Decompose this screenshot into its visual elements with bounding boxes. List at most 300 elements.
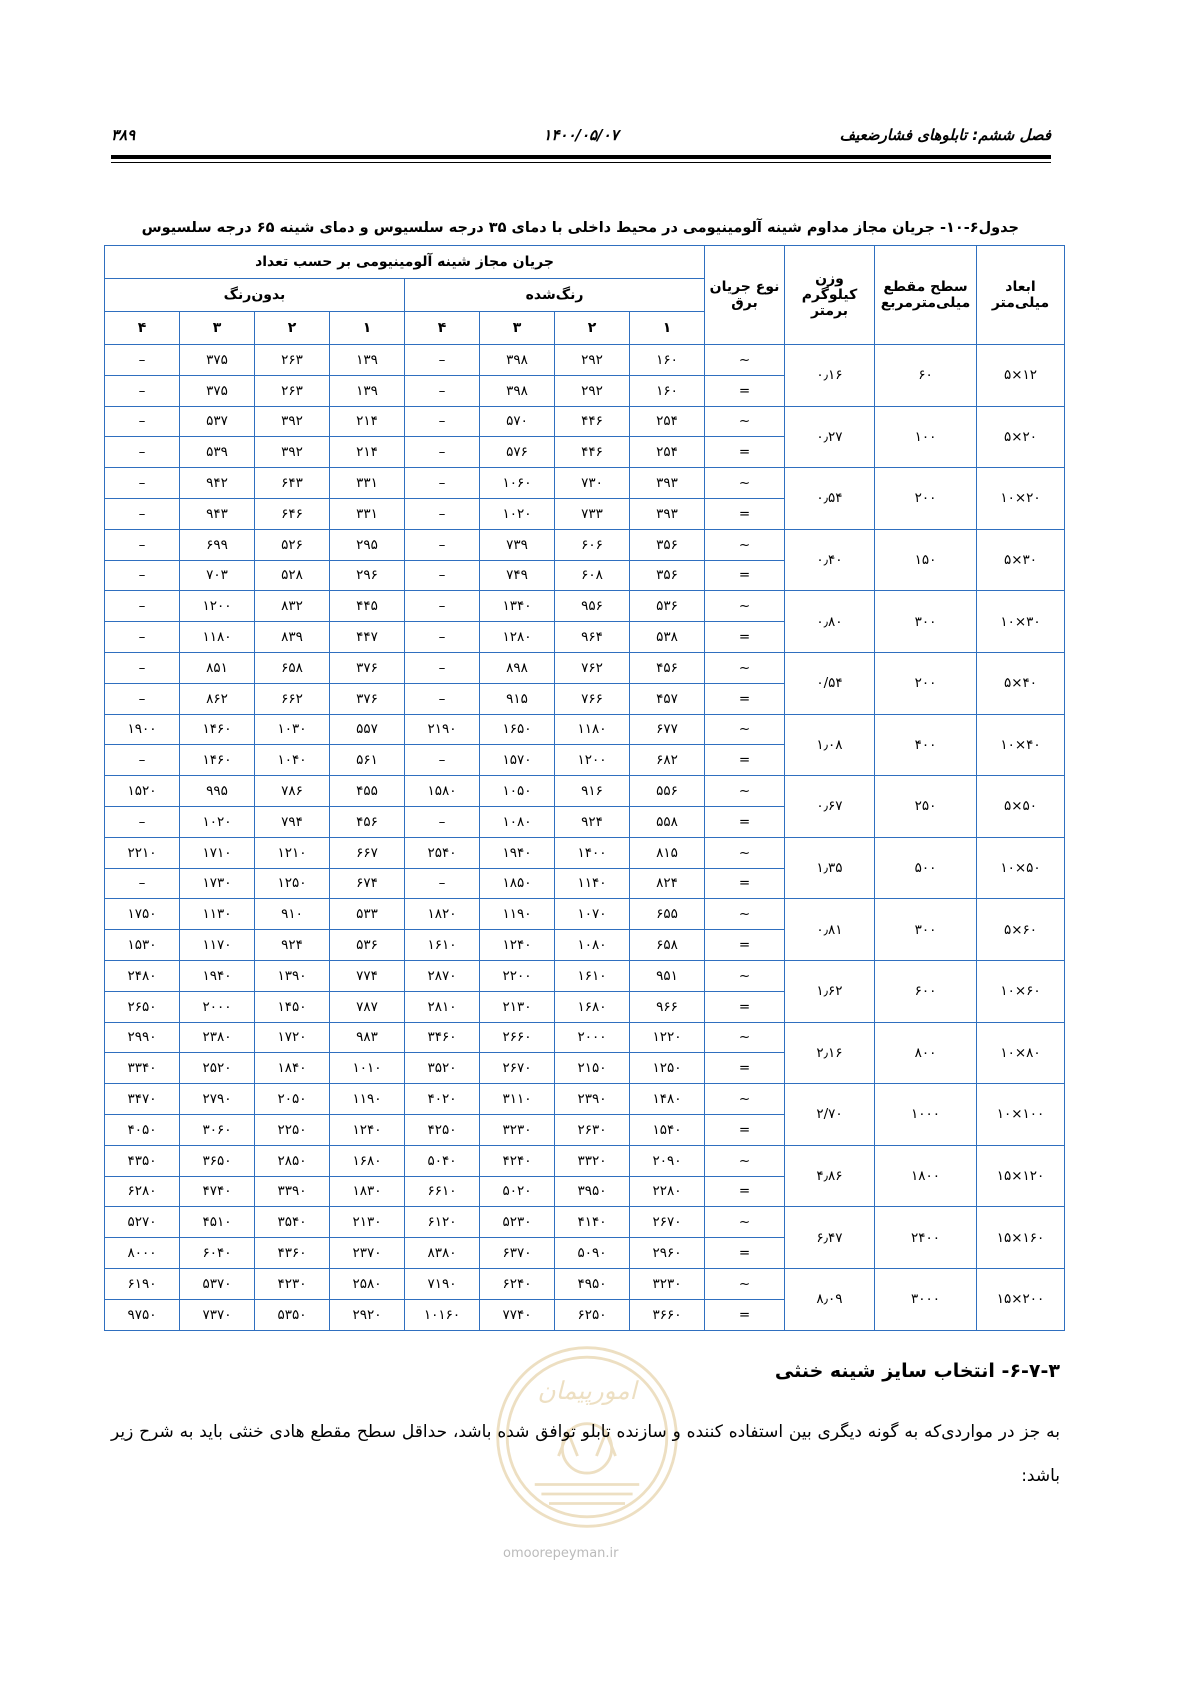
painted-value-cell: ۸۲۴	[630, 868, 705, 899]
painted-value-cell: ۳۹۵۰	[555, 1176, 630, 1207]
dimension-cell: ۱۲×۵	[977, 345, 1065, 407]
painted-value-cell: ۳۱۱۰	[480, 1084, 555, 1115]
unpainted-value-cell: ۲۳۷۰	[330, 1238, 405, 1269]
painted-value-cell: –	[405, 375, 480, 406]
unpainted-value-cell: ۵۲۷۰	[105, 1207, 180, 1238]
painted-value-cell: ۶۱۲۰	[405, 1207, 480, 1238]
weight-cell: ۰٫۶۷	[785, 776, 875, 838]
area-cell: ۴۰۰	[875, 714, 977, 776]
unpainted-value-cell: ۶۶۲	[255, 683, 330, 714]
header-rule-thin	[111, 162, 1051, 163]
unpainted-value-cell: ۴۵۶	[330, 806, 405, 837]
painted-value-cell: ۶۰۸	[555, 560, 630, 591]
painted-value-cell: –	[405, 468, 480, 499]
unpainted-value-cell: ۴۰۵۰	[105, 1114, 180, 1145]
table-row	[105, 960, 1065, 991]
header-unpainted: بدون‌رنگ	[105, 279, 405, 312]
painted-value-cell: ۷۶۶	[555, 683, 630, 714]
painted-value-cell: ۸۳۸۰	[405, 1238, 480, 1269]
weight-cell: ۱٫۰۸	[785, 714, 875, 776]
painted-value-cell: ۴۴۶	[555, 406, 630, 437]
unpainted-value-cell: ۳۴۷۰	[105, 1084, 180, 1115]
painted-value-cell: ۱۸۵۰	[480, 868, 555, 899]
painted-value-cell: ۵۲۳۰	[480, 1207, 555, 1238]
area-cell: ۸۰۰	[875, 1022, 977, 1084]
area-cell: ۱۰۰	[875, 406, 977, 468]
unpainted-value-cell: ۷۷۴	[330, 960, 405, 991]
painted-value-cell: –	[405, 529, 480, 560]
unpainted-value-cell: ۱۰۴۰	[255, 745, 330, 776]
current-type-cell: ~	[705, 406, 785, 437]
painted-value-cell: ۱۰۶۰	[480, 468, 555, 499]
current-type-cell: ~	[705, 837, 785, 868]
painted-value-cell: ۲۵۴۰	[405, 837, 480, 868]
unpainted-value-cell: ۴۲۳۰	[255, 1268, 330, 1299]
unpainted-value-cell: ۲۵۲۰	[180, 1053, 255, 1084]
current-type-cell: =	[705, 683, 785, 714]
painted-value-cell: ۱۶۱۰	[555, 960, 630, 991]
painted-value-cell: ۲۶۷۰	[630, 1207, 705, 1238]
unpainted-value-cell: ۳۵۴۰	[255, 1207, 330, 1238]
unpainted-value-cell: ۵۶۱	[330, 745, 405, 776]
header-weight: وزن کیلوگرم برمتر	[785, 246, 875, 345]
area-cell: ۱۸۰۰	[875, 1145, 977, 1207]
unpainted-value-cell: ۱۳۹۰	[255, 960, 330, 991]
unpainted-value-cell: ۵۵۷	[330, 714, 405, 745]
unpainted-value-cell: ۱۰۳۰	[255, 714, 330, 745]
table-row	[105, 406, 1065, 437]
dimension-cell: ۶۰×۵	[977, 899, 1065, 961]
painted-value-cell: ۳۲۳۰	[480, 1114, 555, 1145]
painted-value-cell: ۱۲۵۰	[630, 1053, 705, 1084]
current-type-cell: ~	[705, 1268, 785, 1299]
unpainted-value-cell: ۹۸۳	[330, 1022, 405, 1053]
current-type-cell: =	[705, 1176, 785, 1207]
painted-value-cell: ۲۱۳۰	[480, 991, 555, 1022]
area-cell: ۲۵۰	[875, 776, 977, 838]
table-row	[105, 591, 1065, 622]
unpainted-value-cell: –	[105, 345, 180, 376]
unpainted-value-cell: ۳۷۶	[330, 683, 405, 714]
unpainted-value-cell: ۱۴۵۰	[255, 991, 330, 1022]
unpainted-value-cell: ۳۳۱	[330, 468, 405, 499]
unpainted-value-cell: –	[105, 806, 180, 837]
unpainted-value-cell: ۲۱۴	[330, 406, 405, 437]
table-row	[105, 1084, 1065, 1115]
unpainted-value-cell: ۱۱۷۰	[180, 930, 255, 961]
unpainted-value-cell: ۳۳۹۰	[255, 1176, 330, 1207]
unpainted-value-cell: ۶۵۸	[255, 652, 330, 683]
dimension-cell: ۱۲۰×۱۵	[977, 1145, 1065, 1207]
unpainted-value-cell: ۲۶۳	[255, 345, 330, 376]
header-allowed-current: جریان مجاز شینه آلومینیومی بر حسب تعداد	[105, 246, 705, 279]
painted-value-cell: –	[405, 868, 480, 899]
unpainted-value-cell: ۱۲۱۰	[255, 837, 330, 868]
weight-cell: ۰٫۸۱	[785, 899, 875, 961]
painted-value-cell: ۱۹۴۰	[480, 837, 555, 868]
header-count: ۲	[555, 312, 630, 345]
area-cell: ۵۰۰	[875, 837, 977, 899]
painted-value-cell: ۵۳۸	[630, 622, 705, 653]
unpainted-value-cell: ۹۲۴	[255, 930, 330, 961]
unpainted-value-cell: ۱۶۸۰	[330, 1145, 405, 1176]
painted-value-cell: ۲۸۱۰	[405, 991, 480, 1022]
painted-value-cell: ۶۳۷۰	[480, 1238, 555, 1269]
painted-value-cell: ۸۹۸	[480, 652, 555, 683]
header-count: ۳	[480, 312, 555, 345]
painted-value-cell: ۵۰۲۰	[480, 1176, 555, 1207]
painted-value-cell: ۹۵۱	[630, 960, 705, 991]
painted-value-cell: ۳۶۶۰	[630, 1299, 705, 1330]
painted-value-cell: ۹۲۴	[555, 806, 630, 837]
unpainted-value-cell: ۳۳۴۰	[105, 1053, 180, 1084]
current-type-cell: =	[705, 806, 785, 837]
painted-value-cell: –	[405, 622, 480, 653]
painted-value-cell: ۱۵۸۰	[405, 776, 480, 807]
unpainted-value-cell: ۲۰۵۰	[255, 1084, 330, 1115]
painted-value-cell: ۱۶۰	[630, 345, 705, 376]
unpainted-value-cell: ۶۰۴۰	[180, 1238, 255, 1269]
painted-value-cell: ۱۸۲۰	[405, 899, 480, 930]
painted-value-cell: ۳۵۶	[630, 560, 705, 591]
current-type-cell: ~	[705, 529, 785, 560]
unpainted-value-cell: ۳۷۶	[330, 652, 405, 683]
table-row	[105, 652, 1065, 683]
unpainted-value-cell: ۹۱۰	[255, 899, 330, 930]
area-cell: ۲۴۰۰	[875, 1207, 977, 1269]
unpainted-value-cell: ۲۱۳۰	[330, 1207, 405, 1238]
painted-value-cell: ۲۲۸۰	[630, 1176, 705, 1207]
unpainted-value-cell: –	[105, 560, 180, 591]
dimension-cell: ۴۰×۵	[977, 652, 1065, 714]
weight-cell: ۰٫۸۰	[785, 591, 875, 653]
unpainted-value-cell: ۳۳۱	[330, 498, 405, 529]
current-type-cell: =	[705, 375, 785, 406]
painted-value-cell: ۱۲۲۰	[630, 1022, 705, 1053]
area-cell: ۲۰۰	[875, 652, 977, 714]
painted-value-cell: ۴۹۵۰	[555, 1268, 630, 1299]
painted-value-cell: ۶۲۵۰	[555, 1299, 630, 1330]
section-title: ۶-۷-۳- انتخاب سایز شینه خنثی	[774, 1360, 1060, 1382]
header-current-type: نوع جریان برق	[705, 246, 785, 345]
unpainted-value-cell: ۴۵۵	[330, 776, 405, 807]
current-type-cell: ~	[705, 468, 785, 499]
unpainted-value-cell: ۹۴۳	[180, 498, 255, 529]
current-type-cell: =	[705, 991, 785, 1022]
watermark-site: omoorepeyman.ir	[503, 1546, 619, 1561]
unpainted-value-cell: ۱۷۱۰	[180, 837, 255, 868]
unpainted-value-cell: ۱۱۸۰	[180, 622, 255, 653]
table-row	[105, 776, 1065, 807]
unpainted-value-cell: ۲۰۰۰	[180, 991, 255, 1022]
painted-value-cell: ۱۶۸۰	[555, 991, 630, 1022]
unpainted-value-cell: ۱۰۱۰	[330, 1053, 405, 1084]
unpainted-value-cell: ۲۹۶	[330, 560, 405, 591]
unpainted-value-cell: ۸۵۱	[180, 652, 255, 683]
unpainted-value-cell: ۳۷۵	[180, 375, 255, 406]
unpainted-value-cell: ۲۵۸۰	[330, 1268, 405, 1299]
header-count: ۱	[330, 312, 405, 345]
current-type-cell: ~	[705, 960, 785, 991]
painted-value-cell: ۵۷۰	[480, 406, 555, 437]
current-type-cell: ~	[705, 652, 785, 683]
painted-value-cell: ۳۴۶۰	[405, 1022, 480, 1053]
current-type-cell: =	[705, 1299, 785, 1330]
unpainted-value-cell: ۷۹۴	[255, 806, 330, 837]
painted-value-cell: ۶۰۶	[555, 529, 630, 560]
unpainted-value-cell: ۱۰۲۰	[180, 806, 255, 837]
painted-value-cell: ۳۹۳	[630, 498, 705, 529]
unpainted-value-cell: ۱۷۳۰	[180, 868, 255, 899]
painted-value-cell: ۹۶۴	[555, 622, 630, 653]
unpainted-value-cell: –	[105, 468, 180, 499]
painted-value-cell: ۷۳۰	[555, 468, 630, 499]
current-type-cell: =	[705, 1238, 785, 1269]
dimension-cell: ۳۰×۵	[977, 529, 1065, 591]
current-type-cell: ~	[705, 776, 785, 807]
table-row	[105, 1022, 1065, 1053]
current-type-cell: =	[705, 622, 785, 653]
area-cell: ۲۰۰	[875, 468, 977, 530]
unpainted-value-cell: ۹۷۵۰	[105, 1299, 180, 1330]
painted-value-cell: –	[405, 591, 480, 622]
painted-value-cell: –	[405, 437, 480, 468]
painted-value-cell: ۷۳۳	[555, 498, 630, 529]
painted-value-cell: ۷۳۹	[480, 529, 555, 560]
area-cell: ۶۰۰	[875, 960, 977, 1022]
painted-value-cell: ۶۵۵	[630, 899, 705, 930]
unpainted-value-cell: ۵۳۷	[180, 406, 255, 437]
unpainted-value-cell: ۱۱۹۰	[330, 1084, 405, 1115]
unpainted-value-cell: ۳۷۵	[180, 345, 255, 376]
unpainted-value-cell: ۲۲۱۰	[105, 837, 180, 868]
unpainted-value-cell: ۱۷۲۰	[255, 1022, 330, 1053]
weight-cell: ۲٫۱۶	[785, 1022, 875, 1084]
unpainted-value-cell: –	[105, 622, 180, 653]
painted-value-cell: ۲۵۴	[630, 406, 705, 437]
page-number: ۳۸۹	[111, 126, 136, 144]
table-row	[105, 899, 1065, 930]
weight-cell: ۰٫۱۶	[785, 345, 875, 407]
painted-value-cell: ۶۷۷	[630, 714, 705, 745]
unpainted-value-cell: ۲۳۸۰	[180, 1022, 255, 1053]
unpainted-value-cell: ۳۹۲	[255, 406, 330, 437]
unpainted-value-cell: ۵۲۸	[255, 560, 330, 591]
unpainted-value-cell: ۴۷۴۰	[180, 1176, 255, 1207]
unpainted-value-cell: ۵۳۶	[330, 930, 405, 961]
dimension-cell: ۵۰×۵	[977, 776, 1065, 838]
painted-value-cell: ۶۸۲	[630, 745, 705, 776]
painted-value-cell: ۷۴۹	[480, 560, 555, 591]
painted-value-cell: ۵۰۴۰	[405, 1145, 480, 1176]
painted-value-cell: ۲۰۰۰	[555, 1022, 630, 1053]
unpainted-value-cell: ۲۹۹۰	[105, 1022, 180, 1053]
header-area: سطح مقطع میلی‌مترمربع	[875, 246, 977, 345]
current-type-cell: =	[705, 498, 785, 529]
dimension-cell: ۴۰×۱۰	[977, 714, 1065, 776]
unpainted-value-cell: ۴۵۱۰	[180, 1207, 255, 1238]
unpainted-value-cell: ۱۳۹	[330, 345, 405, 376]
current-type-cell: ~	[705, 1207, 785, 1238]
painted-value-cell: –	[405, 560, 480, 591]
unpainted-value-cell: ۶۱۹۰	[105, 1268, 180, 1299]
unpainted-value-cell: ۱۲۰۰	[180, 591, 255, 622]
unpainted-value-cell: ۲۲۵۰	[255, 1114, 330, 1145]
busbar-current-table	[104, 245, 1065, 1331]
unpainted-value-cell: ۷۸۷	[330, 991, 405, 1022]
painted-value-cell: ۲۵۴	[630, 437, 705, 468]
unpainted-value-cell: ۹۹۵	[180, 776, 255, 807]
header-date: ۱۴۰۰/۰۵/۰۷	[543, 126, 619, 144]
unpainted-value-cell: ۱۴۶۰	[180, 745, 255, 776]
unpainted-value-cell: ۱۹۰۰	[105, 714, 180, 745]
unpainted-value-cell: ۱۵۲۰	[105, 776, 180, 807]
unpainted-value-cell: ۲۶۳	[255, 375, 330, 406]
unpainted-value-cell: ۸۳۹	[255, 622, 330, 653]
unpainted-value-cell: ۶۴۶	[255, 498, 330, 529]
painted-value-cell: ۱۰۲۰	[480, 498, 555, 529]
current-type-cell: =	[705, 1053, 785, 1084]
area-cell: ۳۰۰	[875, 899, 977, 961]
painted-value-cell: ۷۷۴۰	[480, 1299, 555, 1330]
unpainted-value-cell: –	[105, 498, 180, 529]
painted-value-cell: ۱۰۵۰	[480, 776, 555, 807]
painted-value-cell: ۲۳۹۰	[555, 1084, 630, 1115]
painted-value-cell: ۵۵۸	[630, 806, 705, 837]
painted-value-cell: ۱۶۵۰	[480, 714, 555, 745]
unpainted-value-cell: ۴۳۵۰	[105, 1145, 180, 1176]
unpainted-value-cell: ۱۲۵۰	[255, 868, 330, 899]
current-type-cell: =	[705, 560, 785, 591]
weight-cell: ۱٫۶۲	[785, 960, 875, 1022]
unpainted-value-cell: –	[105, 591, 180, 622]
painted-value-cell: ۱۴۸۰	[630, 1084, 705, 1115]
painted-value-cell: ۱۱۴۰	[555, 868, 630, 899]
current-type-cell: ~	[705, 899, 785, 930]
unpainted-value-cell: ۷۸۶	[255, 776, 330, 807]
painted-value-cell: ۴۴۶	[555, 437, 630, 468]
unpainted-value-cell: ۹۴۲	[180, 468, 255, 499]
painted-value-cell: ۷۱۹۰	[405, 1268, 480, 1299]
unpainted-value-cell: ۱۸۴۰	[255, 1053, 330, 1084]
current-type-cell: ~	[705, 1022, 785, 1053]
table-row	[105, 1207, 1065, 1238]
current-type-cell: =	[705, 930, 785, 961]
painted-value-cell: ۱۲۰۰	[555, 745, 630, 776]
painted-value-cell: ۱۲۸۰	[480, 622, 555, 653]
painted-value-cell: ۲۹۲	[555, 345, 630, 376]
painted-value-cell: ۳۵۶	[630, 529, 705, 560]
dimension-cell: ۲۰×۵	[977, 406, 1065, 468]
painted-value-cell: ۲۱۵۰	[555, 1053, 630, 1084]
unpainted-value-cell: ۷۰۳	[180, 560, 255, 591]
unpainted-value-cell: ۵۳۵۰	[255, 1299, 330, 1330]
painted-value-cell: ۶۶۱۰	[405, 1176, 480, 1207]
area-cell: ۶۰	[875, 345, 977, 407]
header-count: ۳	[180, 312, 255, 345]
dimension-cell: ۸۰×۱۰	[977, 1022, 1065, 1084]
unpainted-value-cell: ۴۴۵	[330, 591, 405, 622]
unpainted-value-cell: ۳۹۲	[255, 437, 330, 468]
unpainted-value-cell: ۱۱۳۰	[180, 899, 255, 930]
painted-value-cell: ۲۱۹۰	[405, 714, 480, 745]
table-row	[105, 345, 1065, 376]
painted-value-cell: ۱۶۱۰	[405, 930, 480, 961]
unpainted-value-cell: –	[105, 375, 180, 406]
page-header	[111, 126, 1051, 150]
unpainted-value-cell: ۸۳۲	[255, 591, 330, 622]
painted-value-cell: ۹۱۶	[555, 776, 630, 807]
painted-value-cell: –	[405, 652, 480, 683]
painted-value-cell: ۱۵۴۰	[630, 1114, 705, 1145]
unpainted-value-cell: ۲۹۲۰	[330, 1299, 405, 1330]
section-paragraph: به جز در مواردی‌که به گونه دیگری بین استفاده کننده و سازنده تابلو توافق شده باشد، حداقل سطح مقطع هادی خنثی باید به شرح زیر باشد:	[111, 1422, 1060, 1486]
table-body	[105, 345, 1065, 1331]
painted-value-cell: ۴۱۴۰	[555, 1207, 630, 1238]
painted-value-cell: ۵۵۶	[630, 776, 705, 807]
painted-value-cell: ۹۶۶	[630, 991, 705, 1022]
unpainted-value-cell: ۲۱۴	[330, 437, 405, 468]
unpainted-value-cell: ۵۳۷۰	[180, 1268, 255, 1299]
painted-value-cell: ۱۰۷۰	[555, 899, 630, 930]
weight-cell: ۶٫۴۷	[785, 1207, 875, 1269]
painted-value-cell: ۳۳۲۰	[555, 1145, 630, 1176]
unpainted-value-cell: ۵۲۶	[255, 529, 330, 560]
weight-cell: ۱٫۳۵	[785, 837, 875, 899]
current-type-cell: =	[705, 745, 785, 776]
unpainted-value-cell: ۳۰۶۰	[180, 1114, 255, 1145]
painted-value-cell: ۱۶۰	[630, 375, 705, 406]
table-row	[105, 714, 1065, 745]
dimension-cell: ۳۰×۱۰	[977, 591, 1065, 653]
area-cell: ۳۰۰۰	[875, 1268, 977, 1330]
painted-value-cell: ۴۰۲۰	[405, 1084, 480, 1115]
unpainted-value-cell: ۴۳۶۰	[255, 1238, 330, 1269]
painted-value-cell: ۹۵۶	[555, 591, 630, 622]
weight-cell: ۲/۷۰	[785, 1084, 875, 1146]
painted-value-cell: ۲۹۲	[555, 375, 630, 406]
unpainted-value-cell: ۱۹۴۰	[180, 960, 255, 991]
table-row	[105, 468, 1065, 499]
header-count: ۲	[255, 312, 330, 345]
weight-cell: ۸٫۰۹	[785, 1268, 875, 1330]
painted-value-cell: ۱۱۹۰	[480, 899, 555, 930]
current-type-cell: =	[705, 868, 785, 899]
unpainted-value-cell: ۲۴۸۰	[105, 960, 180, 991]
current-type-cell: =	[705, 1114, 785, 1145]
painted-value-cell: ۴۲۴۰	[480, 1145, 555, 1176]
painted-value-cell: ۱۰۸۰	[480, 806, 555, 837]
header-count: ۴	[405, 312, 480, 345]
painted-value-cell: ۵۳۶	[630, 591, 705, 622]
unpainted-value-cell: ۶۴۳	[255, 468, 330, 499]
unpainted-value-cell: ۶۲۸۰	[105, 1176, 180, 1207]
unpainted-value-cell: ۲۹۵	[330, 529, 405, 560]
unpainted-value-cell: ۱۸۳۰	[330, 1176, 405, 1207]
painted-value-cell: ۲۰۹۰	[630, 1145, 705, 1176]
header-dimensions: ابعاد میلی‌متر	[977, 246, 1065, 345]
painted-value-cell: ۲۲۰۰	[480, 960, 555, 991]
current-type-cell: ~	[705, 1084, 785, 1115]
header-count: ۴	[105, 312, 180, 345]
area-cell: ۱۰۰۰	[875, 1084, 977, 1146]
unpainted-value-cell: ۷۳۷۰	[180, 1299, 255, 1330]
unpainted-value-cell: ۱۴۶۰	[180, 714, 255, 745]
painted-value-cell: ۲۶۳۰	[555, 1114, 630, 1145]
painted-value-cell: –	[405, 406, 480, 437]
painted-value-cell: ۲۸۷۰	[405, 960, 480, 991]
painted-value-cell: ۳۹۸	[480, 345, 555, 376]
